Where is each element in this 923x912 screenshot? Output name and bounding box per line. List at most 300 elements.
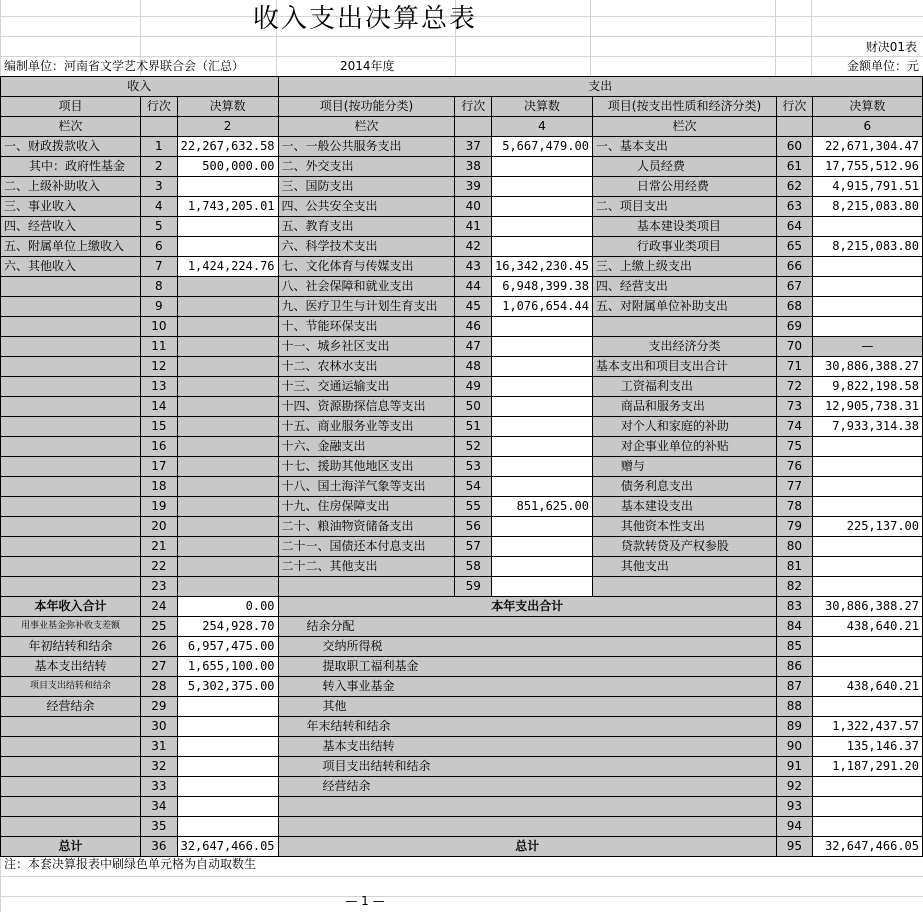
line-number[interactable]: 7 <box>141 257 178 277</box>
func-expense-item[interactable]: 十三、交通运输支出 <box>278 377 455 397</box>
line-number[interactable]: 60 <box>777 137 813 157</box>
income-item[interactable] <box>1 757 141 777</box>
econ-expense-amount[interactable] <box>812 457 922 477</box>
income-amount[interactable]: 1,655,100.00 <box>177 657 278 677</box>
income-amount[interactable] <box>177 497 278 517</box>
table-row <box>1 577 923 597</box>
line-number[interactable]: 19 <box>141 497 178 517</box>
line-number[interactable]: 16 <box>141 437 178 457</box>
income-amount[interactable] <box>177 397 278 417</box>
line-number[interactable]: 66 <box>777 257 813 277</box>
line-number[interactable]: 32 <box>141 757 178 777</box>
econ-expense-item[interactable]: 基本建设类项目 <box>592 217 776 237</box>
func-expense-item[interactable]: 二、外交支出 <box>278 157 455 177</box>
table-row <box>1 797 923 817</box>
econ-expense-amount[interactable] <box>812 537 922 557</box>
func-expense-amount[interactable]: 6,948,399.38 <box>492 277 593 297</box>
func-expense-item[interactable]: 二十二、其他支出 <box>278 557 455 577</box>
econ-expense-amount[interactable] <box>812 577 922 597</box>
expense-summary-amount[interactable] <box>812 637 922 657</box>
income-amount[interactable]: 1,424,224.76 <box>177 257 278 277</box>
func-expense-amount[interactable] <box>492 337 593 357</box>
col-amount: 决算数 <box>177 97 278 117</box>
expense-summary-item[interactable] <box>278 817 777 837</box>
line-number[interactable]: 29 <box>141 697 178 717</box>
econ-expense-amount[interactable]: 225,137.00 <box>812 517 922 537</box>
func-expense-amount[interactable] <box>492 397 593 417</box>
econ-expense-item[interactable]: 五、对附属单位补助支出 <box>592 297 776 317</box>
econ-expense-amount[interactable] <box>812 317 922 337</box>
func-expense-item[interactable]: 二十一、国债还本付息支出 <box>278 537 455 557</box>
line-number[interactable]: 80 <box>777 537 813 557</box>
econ-expense-amount[interactable]: 22,671,304.47 <box>812 137 922 157</box>
line-number[interactable]: 25 <box>141 617 178 637</box>
line-number[interactable]: 93 <box>777 797 813 817</box>
income-item[interactable] <box>1 437 141 457</box>
func-expense-item[interactable]: 十九、住房保障支出 <box>278 497 455 517</box>
func-expense-item[interactable]: 十二、农林水支出 <box>278 357 455 377</box>
income-item[interactable] <box>1 557 141 577</box>
func-expense-amount[interactable] <box>492 477 593 497</box>
column-num <box>141 117 178 137</box>
line-number[interactable]: 91 <box>777 757 813 777</box>
line-number[interactable]: 84 <box>777 617 813 637</box>
income-amount[interactable] <box>177 537 278 557</box>
func-expense-amount[interactable] <box>492 377 593 397</box>
econ-expense-amount[interactable]: 8,215,083.80 <box>812 237 922 257</box>
line-number[interactable]: 23 <box>141 577 178 597</box>
line-number[interactable]: 45 <box>455 297 492 317</box>
econ-expense-item[interactable]: 贷款转贷及产权参股 <box>592 537 776 557</box>
line-number[interactable]: 83 <box>777 597 813 617</box>
func-expense-item[interactable]: 一、一般公共服务支出 <box>278 137 455 157</box>
line-number[interactable]: 21 <box>141 537 178 557</box>
func-expense-amount[interactable] <box>492 157 593 177</box>
line-number[interactable]: 3 <box>141 177 178 197</box>
line-number[interactable]: 88 <box>777 697 813 717</box>
income-amount[interactable] <box>177 237 278 257</box>
line-number[interactable]: 12 <box>141 357 178 377</box>
line-number[interactable]: 4 <box>141 197 178 217</box>
line-number[interactable]: 20 <box>141 517 178 537</box>
econ-expense-amount[interactable]: 7,933,314.38 <box>812 417 922 437</box>
econ-expense-amount[interactable]: — <box>812 337 922 357</box>
income-amount[interactable]: 22,267,632.58 <box>177 137 278 157</box>
line-number[interactable]: 57 <box>455 537 492 557</box>
econ-expense-amount[interactable]: 17,755,512.96 <box>812 157 922 177</box>
income-item[interactable]: 项目支出结转和结余 <box>1 677 141 697</box>
expense-summary-amount[interactable] <box>812 777 922 797</box>
econ-expense-item[interactable]: 人员经费 <box>592 157 776 177</box>
func-expense-amount[interactable]: 851,625.00 <box>492 497 593 517</box>
line-number[interactable]: 50 <box>455 397 492 417</box>
line-number[interactable]: 13 <box>141 377 178 397</box>
line-number[interactable]: 92 <box>777 777 813 797</box>
expense-summary-amount[interactable]: 1,187,291.20 <box>812 757 922 777</box>
income-item[interactable]: 六、其他收入 <box>1 257 141 277</box>
line-number[interactable]: 70 <box>777 337 813 357</box>
line-number[interactable]: 56 <box>455 517 492 537</box>
func-expense-item[interactable]: 十、节能环保支出 <box>278 317 455 337</box>
line-number[interactable]: 44 <box>455 277 492 297</box>
expense-summary-amount[interactable]: 135,146.37 <box>812 737 922 757</box>
income-item[interactable] <box>1 417 141 437</box>
line-number[interactable]: 30 <box>141 717 178 737</box>
income-item[interactable] <box>1 377 141 397</box>
income-item[interactable]: 其中：政府性基金 <box>1 157 141 177</box>
econ-expense-amount[interactable]: 30,886,388.27 <box>812 357 922 377</box>
line-number[interactable]: 78 <box>777 497 813 517</box>
line-number[interactable]: 85 <box>777 637 813 657</box>
func-expense-amount[interactable] <box>492 237 593 257</box>
line-number[interactable]: 89 <box>777 717 813 737</box>
income-amount[interactable] <box>177 797 278 817</box>
income-item[interactable]: 基本支出结转 <box>1 657 141 677</box>
income-item[interactable] <box>1 357 141 377</box>
line-number[interactable]: 49 <box>455 377 492 397</box>
line-number[interactable]: 38 <box>455 157 492 177</box>
line-number[interactable]: 64 <box>777 217 813 237</box>
func-expense-amount[interactable] <box>492 317 593 337</box>
income-amount[interactable]: 5,302,375.00 <box>177 677 278 697</box>
table-row <box>1 477 923 497</box>
func-expense-item[interactable]: 二十、粮油物资储备支出 <box>278 517 455 537</box>
line-number[interactable]: 18 <box>141 477 178 497</box>
func-expense-item[interactable]: 七、文化体育与传媒支出 <box>278 257 455 277</box>
line-number[interactable]: 15 <box>141 417 178 437</box>
line-number[interactable]: 28 <box>141 677 178 697</box>
func-expense-item[interactable]: 四、公共安全支出 <box>278 197 455 217</box>
expense-summary-item[interactable]: 项目支出结转和结余 <box>278 757 777 777</box>
income-item[interactable] <box>1 797 141 817</box>
econ-expense-item[interactable] <box>592 577 776 597</box>
line-number[interactable]: 6 <box>141 237 178 257</box>
income-amount[interactable]: 254,928.70 <box>177 617 278 637</box>
econ-expense-item[interactable]: 债务利息支出 <box>592 477 776 497</box>
expense-summary-item[interactable]: 转入事业基金 <box>278 677 777 697</box>
line-number[interactable]: 95 <box>777 837 813 857</box>
line-number[interactable]: 54 <box>455 477 492 497</box>
expense-summary-amount[interactable] <box>812 657 922 677</box>
func-expense-amount[interactable] <box>492 197 593 217</box>
line-number[interactable]: 46 <box>455 317 492 337</box>
func-expense-item[interactable]: 六、科学技术支出 <box>278 237 455 257</box>
line-number[interactable]: 31 <box>141 737 178 757</box>
expense-summary-item[interactable] <box>278 797 777 817</box>
line-number[interactable]: 62 <box>777 177 813 197</box>
income-amount[interactable]: 0.00 <box>177 597 278 617</box>
func-expense-amount[interactable]: 16,342,230.45 <box>492 257 593 277</box>
income-item[interactable] <box>1 517 141 537</box>
line-number[interactable]: 94 <box>777 817 813 837</box>
column-label: 栏次 <box>1 117 141 137</box>
income-item[interactable]: 二、上级补助收入 <box>1 177 141 197</box>
econ-expense-amount[interactable]: 8,215,083.80 <box>812 197 922 217</box>
econ-expense-amount[interactable] <box>812 257 922 277</box>
income-amount[interactable] <box>177 737 278 757</box>
income-amount[interactable] <box>177 317 278 337</box>
expense-summary-item[interactable]: 总计 <box>278 837 777 857</box>
income-amount[interactable]: 32,647,466.05 <box>177 837 278 857</box>
line-number[interactable]: 59 <box>455 577 492 597</box>
income-item[interactable] <box>1 777 141 797</box>
income-amount[interactable] <box>177 477 278 497</box>
line-number[interactable]: 33 <box>141 777 178 797</box>
expense-summary-amount[interactable]: 438,640.21 <box>812 677 922 697</box>
line-number[interactable]: 5 <box>141 217 178 237</box>
income-item[interactable]: 用事业基金弥补收支差额 <box>1 617 141 637</box>
income-item[interactable] <box>1 277 141 297</box>
table-row <box>1 377 923 397</box>
func-expense-item[interactable]: 十六、金融支出 <box>278 437 455 457</box>
line-number[interactable]: 34 <box>141 797 178 817</box>
expense-summary-item[interactable]: 提取职工福利基金 <box>278 657 777 677</box>
econ-expense-item[interactable]: 赠与 <box>592 457 776 477</box>
income-amount[interactable] <box>177 357 278 377</box>
econ-expense-item[interactable]: 四、经营支出 <box>592 277 776 297</box>
econ-expense-amount[interactable] <box>812 497 922 517</box>
line-number[interactable]: 65 <box>777 237 813 257</box>
line-number[interactable]: 24 <box>141 597 178 617</box>
line-number[interactable]: 42 <box>455 237 492 257</box>
income-item[interactable] <box>1 297 141 317</box>
income-item[interactable]: 年初结转和结余 <box>1 637 141 657</box>
income-amount[interactable] <box>177 177 278 197</box>
line-number[interactable]: 81 <box>777 557 813 577</box>
line-number[interactable]: 1 <box>141 137 178 157</box>
income-item[interactable] <box>1 317 141 337</box>
line-number[interactable]: 77 <box>777 477 813 497</box>
income-amount[interactable] <box>177 757 278 777</box>
econ-expense-item[interactable]: 行政事业类项目 <box>592 237 776 257</box>
line-number[interactable]: 61 <box>777 157 813 177</box>
income-item[interactable] <box>1 337 141 357</box>
income-amount[interactable] <box>177 817 278 837</box>
func-expense-item[interactable]: 十五、商业服务业等支出 <box>278 417 455 437</box>
line-number[interactable]: 72 <box>777 377 813 397</box>
income-item[interactable]: 本年收入合计 <box>1 597 141 617</box>
econ-expense-amount[interactable] <box>812 217 922 237</box>
func-expense-amount[interactable] <box>492 517 593 537</box>
expense-summary-item[interactable]: 结余分配 <box>278 617 777 637</box>
income-item[interactable] <box>1 717 141 737</box>
income-amount[interactable] <box>177 557 278 577</box>
line-number[interactable]: 22 <box>141 557 178 577</box>
func-expense-amount[interactable] <box>492 217 593 237</box>
line-number[interactable]: 79 <box>777 517 813 537</box>
line-number[interactable]: 75 <box>777 437 813 457</box>
line-number[interactable]: 27 <box>141 657 178 677</box>
income-item[interactable]: 四、经营收入 <box>1 217 141 237</box>
expense-summary-amount[interactable]: 1,322,437.57 <box>812 717 922 737</box>
income-item[interactable] <box>1 577 141 597</box>
table-row <box>1 437 923 457</box>
line-number[interactable]: 53 <box>455 457 492 477</box>
func-expense-item[interactable]: 十八、国土海洋气象等支出 <box>278 477 455 497</box>
econ-expense-item[interactable]: 基本支出和项目支出合计 <box>592 357 776 377</box>
income-amount[interactable] <box>177 417 278 437</box>
expense-summary-amount[interactable] <box>812 817 922 837</box>
econ-expense-item[interactable]: 二、项目支出 <box>592 197 776 217</box>
income-item[interactable] <box>1 737 141 757</box>
func-expense-amount[interactable] <box>492 457 593 477</box>
expense-summary-item[interactable]: 基本支出结转 <box>278 737 777 757</box>
income-item[interactable] <box>1 497 141 517</box>
func-expense-amount[interactable] <box>492 577 593 597</box>
func-expense-item[interactable]: 五、教育支出 <box>278 217 455 237</box>
func-expense-item[interactable]: 十七、援助其他地区支出 <box>278 457 455 477</box>
expense-summary-amount[interactable]: 30,886,388.27 <box>812 597 922 617</box>
line-number[interactable]: 17 <box>141 457 178 477</box>
line-number[interactable]: 52 <box>455 437 492 457</box>
func-expense-item[interactable]: 三、国防支出 <box>278 177 455 197</box>
table-row <box>1 417 923 437</box>
econ-expense-item[interactable]: 其他支出 <box>592 557 776 577</box>
econ-expense-item[interactable]: 其他资本性支出 <box>592 517 776 537</box>
econ-expense-item[interactable]: 对企事业单位的补贴 <box>592 437 776 457</box>
line-number[interactable]: 90 <box>777 737 813 757</box>
income-item[interactable]: 总计 <box>1 837 141 857</box>
income-amount[interactable] <box>177 297 278 317</box>
income-amount[interactable]: 6,957,475.00 <box>177 637 278 657</box>
income-item[interactable]: 三、事业收入 <box>1 197 141 217</box>
income-amount[interactable] <box>177 217 278 237</box>
income-amount[interactable] <box>177 577 278 597</box>
column-num <box>455 117 492 137</box>
line-number[interactable]: 14 <box>141 397 178 417</box>
line-number[interactable]: 11 <box>141 337 178 357</box>
func-expense-item[interactable]: 九、医疗卫生与计划生育支出 <box>278 297 455 317</box>
expense-summary-amount[interactable]: 438,640.21 <box>812 617 922 637</box>
econ-expense-amount[interactable] <box>812 437 922 457</box>
income-item[interactable] <box>1 477 141 497</box>
income-amount[interactable] <box>177 377 278 397</box>
econ-expense-amount[interactable]: 9,822,198.58 <box>812 377 922 397</box>
expense-summary-item[interactable]: 经营结余 <box>278 777 777 797</box>
income-item[interactable]: 经营结余 <box>1 697 141 717</box>
income-amount[interactable]: 500,000.00 <box>177 157 278 177</box>
line-number[interactable]: 10 <box>141 317 178 337</box>
func-expense-item[interactable]: 十一、城乡社区支出 <box>278 337 455 357</box>
income-item[interactable] <box>1 397 141 417</box>
line-number[interactable]: 58 <box>455 557 492 577</box>
line-number[interactable]: 74 <box>777 417 813 437</box>
line-number[interactable]: 71 <box>777 357 813 377</box>
income-item[interactable] <box>1 537 141 557</box>
expense-summary-amount[interactable]: 32,647,466.05 <box>812 837 922 857</box>
func-expense-amount[interactable] <box>492 557 593 577</box>
income-item[interactable]: 五、附属单位上缴收入 <box>1 237 141 257</box>
econ-expense-item[interactable]: 支出经济分类 <box>592 337 776 357</box>
econ-expense-item[interactable]: 一、基本支出 <box>592 137 776 157</box>
income-amount[interactable] <box>177 277 278 297</box>
line-number[interactable]: 47 <box>455 337 492 357</box>
line-number[interactable]: 76 <box>777 457 813 477</box>
income-amount[interactable] <box>177 437 278 457</box>
line-number[interactable]: 37 <box>455 137 492 157</box>
econ-expense-item[interactable] <box>592 317 776 337</box>
econ-expense-amount[interactable]: 12,905,738.31 <box>812 397 922 417</box>
column-num: 6 <box>812 117 922 137</box>
income-amount[interactable]: 1,743,205.01 <box>177 197 278 217</box>
econ-expense-amount[interactable] <box>812 557 922 577</box>
econ-expense-amount[interactable]: 4,915,791.51 <box>812 177 922 197</box>
income-item[interactable] <box>1 817 141 837</box>
econ-expense-item[interactable]: 三、上缴上级支出 <box>592 257 776 277</box>
line-number[interactable]: 51 <box>455 417 492 437</box>
line-number[interactable]: 86 <box>777 657 813 677</box>
line-number[interactable]: 48 <box>455 357 492 377</box>
line-number[interactable]: 68 <box>777 297 813 317</box>
line-number[interactable]: 35 <box>141 817 178 837</box>
line-number[interactable]: 36 <box>141 837 178 857</box>
grid-line <box>811 0 812 76</box>
line-number[interactable]: 67 <box>777 277 813 297</box>
line-number[interactable]: 82 <box>777 577 813 597</box>
line-number[interactable]: 39 <box>455 177 492 197</box>
line-number[interactable]: 8 <box>141 277 178 297</box>
line-number[interactable]: 26 <box>141 637 178 657</box>
func-expense-amount[interactable] <box>492 357 593 377</box>
expense-summary-amount[interactable] <box>812 697 922 717</box>
income-amount[interactable] <box>177 457 278 477</box>
func-expense-amount[interactable] <box>492 177 593 197</box>
econ-expense-item[interactable]: 工资福利支出 <box>592 377 776 397</box>
func-expense-item[interactable] <box>278 577 455 597</box>
line-number[interactable]: 87 <box>777 677 813 697</box>
table-row <box>1 197 923 217</box>
line-number[interactable]: 43 <box>455 257 492 277</box>
econ-expense-amount[interactable] <box>812 297 922 317</box>
expense-summary-item[interactable]: 其他 <box>278 697 777 717</box>
table-row <box>1 257 923 277</box>
func-expense-amount[interactable]: 5,667,479.00 <box>492 137 593 157</box>
line-number[interactable]: 9 <box>141 297 178 317</box>
income-amount[interactable] <box>177 517 278 537</box>
expense-summary-item[interactable]: 年末结转和结余 <box>278 717 777 737</box>
econ-expense-item[interactable]: 对个人和家庭的补助 <box>592 417 776 437</box>
line-number[interactable]: 63 <box>777 197 813 217</box>
func-expense-amount[interactable] <box>492 537 593 557</box>
func-expense-item[interactable]: 十四、资源勘探信息等支出 <box>278 397 455 417</box>
expense-summary-item[interactable]: 本年支出合计 <box>278 597 777 617</box>
line-number[interactable]: 73 <box>777 397 813 417</box>
func-expense-amount[interactable] <box>492 417 593 437</box>
line-number[interactable]: 69 <box>777 317 813 337</box>
line-number[interactable]: 41 <box>455 217 492 237</box>
line-number[interactable]: 2 <box>141 157 178 177</box>
econ-expense-item[interactable]: 基本建设支出 <box>592 497 776 517</box>
income-amount[interactable] <box>177 337 278 357</box>
func-expense-item[interactable]: 八、社会保障和就业支出 <box>278 277 455 297</box>
econ-expense-item[interactable]: 商品和服务支出 <box>592 397 776 417</box>
col-func-item: 项目(按功能分类) <box>278 97 455 117</box>
econ-expense-item[interactable]: 日常公用经费 <box>592 177 776 197</box>
income-amount[interactable] <box>177 777 278 797</box>
income-item[interactable]: 一、财政拨款收入 <box>1 137 141 157</box>
line-number[interactable]: 40 <box>455 197 492 217</box>
func-expense-amount[interactable]: 1,076,654.44 <box>492 297 593 317</box>
income-item[interactable] <box>1 457 141 477</box>
income-amount[interactable] <box>177 697 278 717</box>
income-amount[interactable] <box>177 717 278 737</box>
func-expense-amount[interactable] <box>492 437 593 457</box>
econ-expense-amount[interactable] <box>812 277 922 297</box>
expense-summary-amount[interactable] <box>812 797 922 817</box>
line-number[interactable]: 55 <box>455 497 492 517</box>
econ-expense-amount[interactable] <box>812 477 922 497</box>
expense-summary-item[interactable]: 交纳所得税 <box>278 637 777 657</box>
